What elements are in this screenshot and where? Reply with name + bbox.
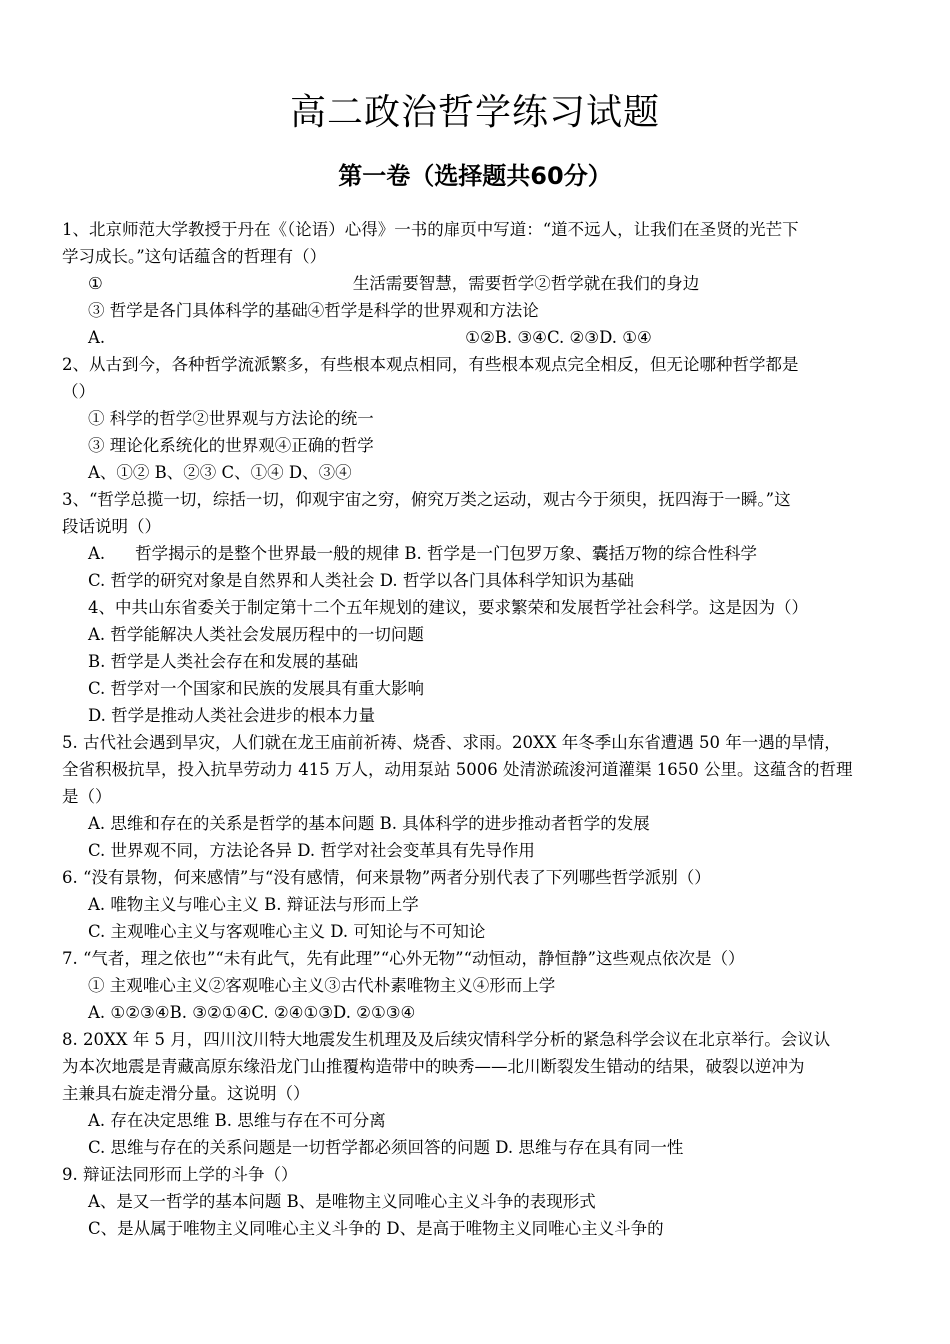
question-5-stem-line-3: 是（） — [62, 787, 112, 806]
q1-choice-label: A. — [88, 328, 106, 347]
question-8-stem-line-2: 为本次地震是青藏高原东缘沿龙门山推覆构造带中的映秀——北川断裂发生错动的结果，破裂以逆冲为 — [62, 1057, 805, 1076]
question-8-option-line-2: C. 思维与存在的关系问题是一切哲学都必须回答的问题 D. 思维与存在具有同一性 — [88, 1138, 684, 1157]
question-list — [62, 216, 892, 1242]
question-3-stem-line-1: 3、“哲学总揽一切，综括一切，仰观宇宙之穷，俯究万类之运动，观古今于须臾，抚四海于一瞬。”这 — [62, 490, 791, 509]
question-4-option-c: C. 哲学对一个国家和民族的发展具有重大影响 — [88, 679, 425, 698]
question-5-option-line-1: A. 思维和存在的关系是哲学的基本问题 B. 具体科学的进步推动者哲学的发展 — [88, 814, 650, 833]
q1-choice-text: ①②B. ③④C. ②③D. ①④ — [465, 328, 652, 347]
q1-marker: ① — [88, 274, 103, 293]
question-4-stem: 4、中共山东省委关于制定第十二个五年规划的建议，要求繁荣和发展哲学社会科学。这是因为（） — [88, 598, 808, 617]
question-3-stem-line-2: 段话说明（） — [62, 517, 161, 536]
question-1-option-line-2: ③ 哲学是各门具体科学的基础④哲学是科学的世界观和方法论 — [88, 301, 539, 320]
page-title: 高二政治哲学练习试题 — [289, 92, 660, 133]
question-4-option-b: B. 哲学是人类社会存在和发展的基础 — [88, 652, 359, 671]
question-1-choices — [62, 324, 892, 351]
question-2-option-line-1: ① 科学的哲学②世界观与方法论的统一 — [88, 409, 374, 428]
question-6-option-line-2: C. 主观唯心主义与客观唯心主义 D. 可知论与不可知论 — [88, 922, 486, 941]
question-7-stem: 7. “气者，理之依也”“未有此气，先有此理”“心外无物”“动恒动，静恒静”这些观点依次是（） — [62, 949, 745, 968]
question-1-option-line-1 — [62, 270, 892, 297]
question-2-stem-line-2: （） — [62, 382, 95, 401]
question-9-stem: 9. 辩证法同形而上学的斗争（） — [62, 1165, 298, 1184]
question-2-option-line-2: ③ 理论化系统化的世界观④正确的哲学 — [88, 436, 374, 455]
q3-choice-label: A. — [88, 544, 106, 563]
question-1-stem-line-2: 学习成长。”这句话蕴含的哲理有（） — [62, 247, 327, 266]
question-2-stem-line-1: 2、从古到今，各种哲学流派繁多，有些根本观点相同，有些根本观点完全相反，但无论哪种哲学都是 — [62, 355, 799, 374]
question-2-choices: A、①② B、②③ C、①④ D、③④ — [88, 463, 352, 482]
question-8-option-line-1: A. 存在决定思维 B. 思维与存在不可分离 — [88, 1111, 386, 1130]
question-5-option-line-2: C. 世界观不同，方法论各异 D. 哲学对社会变革具有先导作用 — [88, 841, 535, 860]
question-4-option-a: A. 哲学能解决人类社会发展历程中的一切问题 — [88, 625, 424, 644]
question-8-stem-line-1: 8. 20XX 年 5 月，四川汶川特大地震发生机理及及后续灾情科学分析的紧急科学会议在北京举行。会议认 — [62, 1030, 831, 1049]
question-6-option-line-1: A. 唯物主义与唯心主义 B. 辩证法与形而上学 — [88, 895, 419, 914]
question-4-option-d: D. 哲学是推动人类社会进步的根本力量 — [88, 706, 376, 725]
question-5-stem-line-2: 全省积极抗旱，投入抗旱劳动力 415 万人，动用泵站 5006 处清淤疏浚河道灌渠 1650 公里。这蕴含的哲理 — [62, 760, 853, 779]
question-1-stem-line-1: 1、北京师范大学教授于丹在《（论语）心得》一书的扉页中写道：“道不远人，让我们在圣贤的光芒下 — [62, 220, 799, 239]
q1-option-text: 生活需要智慧，需要哲学②哲学就在我们的身边 — [352, 274, 700, 293]
question-9-option-line-2: C、是从属于唯物主义同唯心主义斗争的 D、是高于唯物主义同唯心主义斗争的 — [88, 1219, 664, 1238]
question-6-stem: 6. “没有景物，何来感情”与“没有感情，何来景物”两者分别代表了下列哪些哲学派别（） — [62, 868, 711, 887]
question-3-option-line-2: C. 哲学的研究对象是自然界和人类社会 D. 哲学以各门具体科学知识为基础 — [88, 571, 634, 590]
question-7-option-line-1: ① 主观唯心主义②客观唯心主义③古代朴素唯物主义④形而上学 — [88, 976, 556, 995]
question-8-stem-line-3: 主兼具右旋走滑分量。这说明（） — [62, 1084, 310, 1103]
question-3-option-line-1 — [62, 540, 892, 567]
q3-choice-text: 哲学揭示的是整个世界最一般的规律 B. 哲学是一门包罗万象、囊括万物的综合性科学 — [135, 544, 758, 563]
question-7-option-line-2: A. ①②③④B. ③②①④C. ②④①③D. ②①③④ — [88, 1003, 416, 1022]
question-5-stem-line-1: 5. 古代社会遇到旱灾，人们就在龙王庙前祈祷、烧香、求雨。20XX 年冬季山东省遭遇 50 年一遇的旱情， — [62, 733, 841, 752]
question-9-option-line-1: A、是又一哲学的基本问题 B、是唯物主义同唯心主义斗争的表现形式 — [88, 1192, 596, 1211]
section-heading: 第一卷（选择题共60分） — [338, 162, 612, 190]
